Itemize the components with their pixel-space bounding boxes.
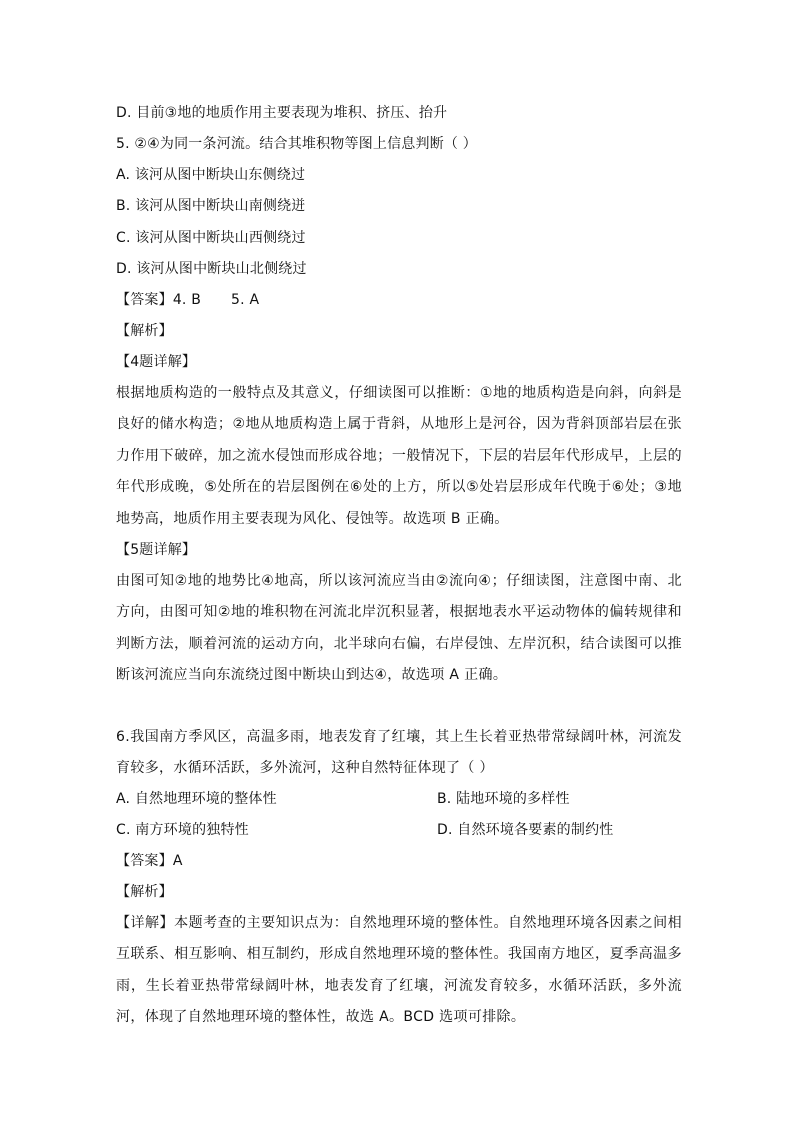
q4-detail-text: 根据地质构造的一般特点及其意义，仔细读图可以推断：①地的地质构造是向斜，向斜是良好的储水构造；②地从地质构造上属于背斜，从地形上是河谷，因为背斜顶部岩层在张力作用下破碎，加之流水侵蚀而形成谷地；一般情况下，下层的岩层年代形成早，上层的年代形成晚，⑤处所在的岩层图例在⑥处的上方，所以⑤处岩层形成年代晚于⑥处；③地地势高，地质作用主要表现为风化、侵蚀等。故选项 B 正确。 [116,385,682,527]
q5-detail-heading: 【5题详解】 [116,542,197,558]
q5-option-d: D. 该河从图中断块山北侧绕过 [116,261,307,277]
q5-option-a: A. 该河从图中断块山东侧绕过 [116,167,306,183]
answer-5: 5. A [231,292,260,308]
q6-option-a: A. 自然地理环境的整体性 [116,791,277,807]
q6-answer-label: 【答案】 [116,853,173,869]
q5-option-b: B. 该河从图中断块山南侧绕迸 [116,198,306,214]
q5-detail-text: 由图可知②地的地势比④地高，所以该河流应当由②流向④；仔细读图，注意图中南、北方向，由图可知②地的堆积物在河流北岸沉积显著，根据地表水平运动物体的偏转规律和判断方法，顺着河流的运动方向，北半球向右偏，右岸侵蚀、左岸沉积，结合读图可以推断该河流应当向东流绕过图中断块山到达④，故选项 A 正确。 [116,573,682,684]
answer-label: 【答案】 [116,292,173,308]
q6-stem: 6.我国南方季风区，高温多雨，地表发育了红壤，其上生长着亚热带常绿阔叶林，河流发育较多，水循环活跃，多外流河，这种自然特征体现了（ ） [116,729,682,777]
q6-option-b: B. 陆地环境的多样性 [437,791,570,807]
q5-stem: 5. ②④为同一条河流。结合其堆积物等图上信息判断（ ） [116,136,477,152]
answer-4: 4. B [172,292,202,308]
q6-analysis-label: 【解析】 [116,884,173,900]
q6-answer: A [172,853,183,869]
q4-option-d: D. 目前③地的地质作用主要表现为堆积、挤压、抬升 [116,105,448,121]
answer-line-4-5 [116,290,259,310]
q6-detail-text: 【详解】本题考查的主要知识点为：自然地理环境的整体性。自然地理环境各因素之间相互联系、相互影响、相互制约，形成自然地理环境的整体性。我国南方地区，夏季高温多雨，生长着亚热带常绿阔叶林，地表发育了红壤，河流发育较多，水循环活跃，多外流河，体现了自然地理环境的整体性，故选 A。BCD 选项可排除。 [116,915,682,1026]
q6-option-c: C. 南方环境的独特性 [116,822,249,838]
q6-option-d: D. 自然环境各要素的制约性 [437,822,614,838]
q5-option-c: C. 该河从图中断块山西侧绕过 [116,230,306,246]
analysis-label: 【解析】 [116,323,173,339]
q6-answer-line [116,851,183,871]
q4-detail-heading: 【4题详解】 [116,354,197,370]
